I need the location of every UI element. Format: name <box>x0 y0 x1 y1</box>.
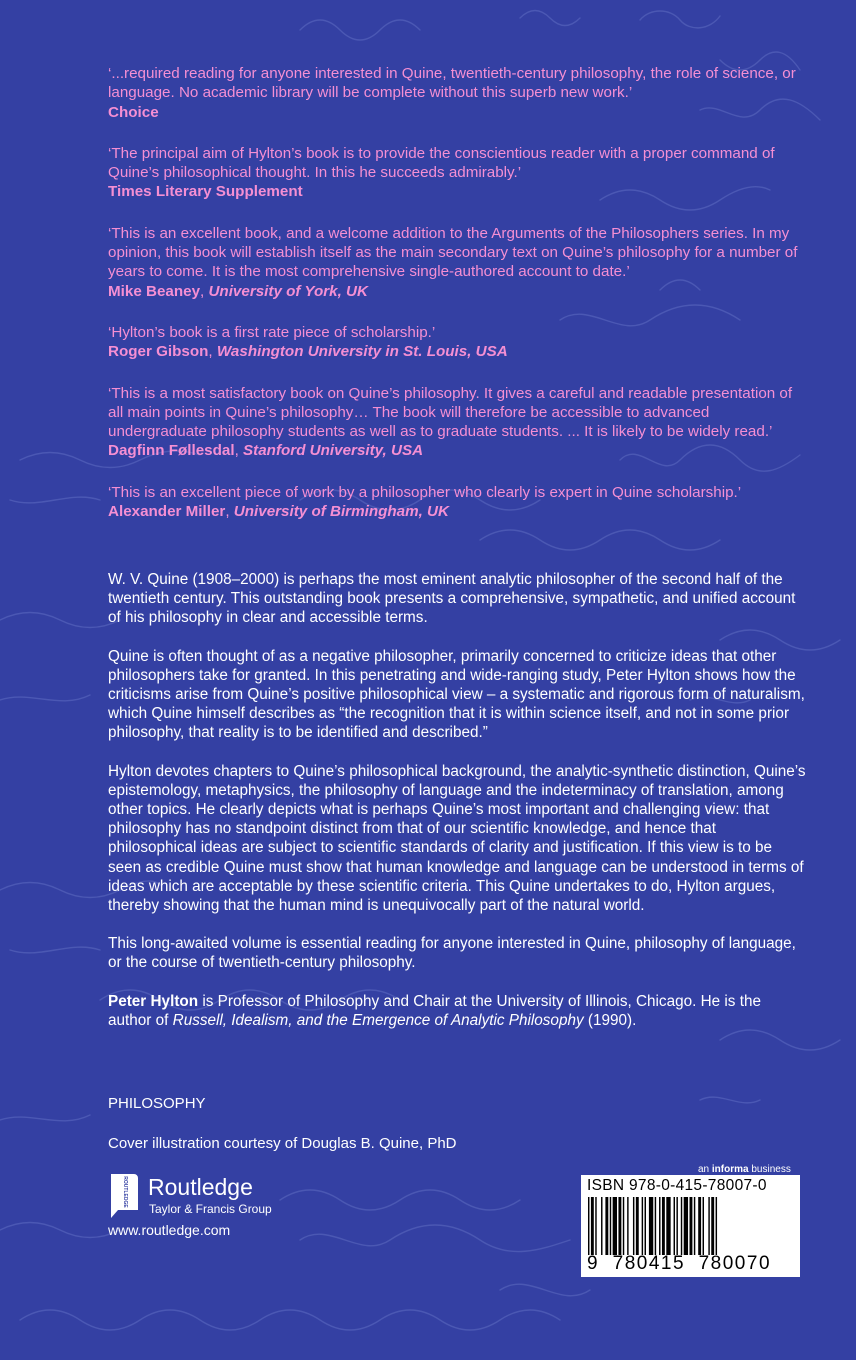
review-source: Mike Beaney <box>108 282 201 300</box>
publisher-name: Routledge <box>148 1174 253 1200</box>
barcode-bar <box>618 1197 621 1255</box>
review-text: ‘The principal aim of Hylton’s book is to provide the conscientious reader with a proper command of Quine’s philosophical thought. In this he succeeds admirably.’ <box>108 144 775 182</box>
review-source: Alexander Miller <box>108 503 226 521</box>
barcode-bar <box>633 1197 634 1255</box>
review-quote <box>108 144 808 202</box>
logo-letters: ROUTLEDGE <box>122 1176 128 1208</box>
review-affiliation: Stanford University, USA <box>243 442 424 460</box>
review-affiliation: University of York, UK <box>208 282 368 300</box>
isbn-label: ISBN 978-0-415-78007-0 <box>587 1177 767 1194</box>
publisher-url: www.routledge.com <box>108 1222 231 1238</box>
author-bio-text: is Professor of Philosophy and Chair at the University of Illinois, Chicago. He is the author of <box>108 992 761 1029</box>
barcode-bar <box>698 1197 701 1255</box>
review-text: ‘Hylton’s book is a first rate piece of scholarship.’ <box>108 323 436 341</box>
review-quote: ‘This is an excellent piece of work by a philosopher who clearly is expert in Quine scholarship.’ Alexander Miller, University of Birmingham, UK <box>108 483 742 521</box>
review-source: Dagfinn Føllesdal <box>108 442 235 460</box>
barcode-bar <box>591 1197 594 1255</box>
reviews-section <box>108 64 808 543</box>
review-quote <box>108 64 808 122</box>
barcode-bar <box>588 1197 589 1255</box>
barcode-bar <box>666 1197 670 1255</box>
barcode-bar <box>690 1197 693 1255</box>
barcode-bar <box>645 1197 646 1255</box>
barcode-bar <box>694 1197 695 1255</box>
author-bio-text: (1990). <box>583 1011 637 1029</box>
barcode-bar <box>601 1197 602 1255</box>
review-source: Choice <box>108 103 159 121</box>
barcode-bar <box>674 1197 675 1255</box>
review-text: ‘This is an excellent piece of work by a philosopher who clearly is expert in Quine scholarship.’ <box>108 483 742 501</box>
barcode-bar <box>613 1197 617 1255</box>
barcode-bar <box>649 1197 653 1255</box>
barcode-bar <box>711 1197 714 1255</box>
barcode-bar <box>684 1197 688 1255</box>
routledge-logo-icon <box>108 1172 140 1220</box>
barcode-number: 9 780415 780070 <box>587 1253 772 1274</box>
book-description <box>108 570 808 1049</box>
review-quote: ‘This is a most satisfactory book on Quine’s philosophy. It gives a careful and readable presentation of all main points in Quine’s philosophy… The book will therefore be accessible to advanced undergraduate philosophy students as well as to graduate students. ... It is likely to be widely read.’ Dagfinn Føllesdal, Stanford University, USA <box>108 384 793 460</box>
review-source: Times Literary Supplement <box>108 183 303 201</box>
barcode-bar <box>595 1197 596 1255</box>
cover-credit: Cover illustration courtesy of Douglas B. Quine, PhD <box>108 1135 457 1152</box>
barcode-icon <box>588 1197 794 1255</box>
description-paragraph: Quine is often thought of as a negative philosopher, primarily concerned to criticize ideas that other philosophers take for granted. In this penetrating and wide-ranging study, Peter Hylton shows how the criticisms arise from Quine’s positive philosophical view – a systematic and rigorous form of naturalism, which Quine himself describes as “the recognition that it is within science itself, and not in some prior philosophy, that reality is to be identified and described.” <box>108 647 805 742</box>
review-quote: ‘This is an excellent book, and a welcome addition to the Arguments of the Philosophers series. In my opinion, this book will establish itself as the main secondary text on Quine’s philosophy for a number of years to come. It is the most comprehensive single-authored account to date.’ Mike Beaney, University of York, UK <box>108 224 798 300</box>
publisher-logo <box>108 1172 308 1242</box>
barcode-bar <box>703 1197 704 1255</box>
barcode-bar <box>716 1197 717 1255</box>
review-text: ‘This is an excellent book, and a welcome addition to the Arguments of the Philosophers series. In my opinion, this book will establish itself as the main secondary text on Quine’s philosophy for a number of years to come. It is the most comprehensive single-authored account to date.’ <box>108 224 798 281</box>
review-affiliation: Washington University in St. Louis, USA <box>216 343 508 361</box>
barcode-bar <box>627 1197 628 1255</box>
barcode-bar <box>676 1197 677 1255</box>
isbn-barcode <box>581 1175 800 1277</box>
author-name: Peter Hylton <box>108 992 199 1010</box>
description-paragraph: Hylton devotes chapters to Quine’s philosophical background, the analytic-synthetic distinction, Quine’s epistemology, metaphysics, the philosophy of language and the indeterminacy of translation, among other topics. He clearly depicts what is perhaps Quine’s most important and challenging view: that philosophy has no standpoint distinct from that of our scientific knowledge, and hence that philosophical ideas are subject to scientific standards of clarity and justification. If this view is to be seen as credible Quine must show that human knowledge and language can be understood in terms of ideas which are acceptable by these scientific criteria. This Quine undertakes to do, Hylton argues, thereby showing that the human mind is unequivocally part of the natural world. <box>108 762 806 915</box>
barcode-bar <box>636 1197 639 1255</box>
review-quote: ‘Hylton’s book is a first rate piece of scholarship.’ Roger Gibson, Washington University in St. Louis, USA <box>108 323 508 361</box>
barcode-bar <box>623 1197 624 1255</box>
review-affiliation: University of Birmingham, UK <box>233 503 449 521</box>
barcode-bar <box>610 1197 611 1255</box>
description-paragraph: This long-awaited volume is essential reading for anyone interested in Quine, philosophy of language, or the course of twentieth-century philosophy. <box>108 935 796 972</box>
author-previous-book: Russell, Idealism, and the Emergence of Analytic Philosophy <box>172 1011 584 1029</box>
barcode-bar <box>708 1197 709 1255</box>
subject-category: PHILOSOPHY <box>108 1095 206 1112</box>
review-source: Roger Gibson <box>108 343 209 361</box>
review-text: ‘This is a most satisfactory book on Quine’s philosophy. It gives a careful and readable presentation of all main points in Quine’s philosophy… The book will therefore be accessible to advanced undergraduate philosophy students as well as to graduate students. ... It is likely to be widely read.’ <box>108 384 793 441</box>
publisher-group: Taylor & Francis Group <box>149 1202 272 1216</box>
barcode-bar <box>659 1197 660 1255</box>
review-text: ‘...required reading for anyone interested in Quine, twentieth-century philosophy, the role of science, or language. No academic library will be complete without this superb new work.’ <box>108 65 796 102</box>
barcode-bar <box>662 1197 665 1255</box>
barcode-bar <box>605 1197 608 1255</box>
barcode-bar <box>655 1197 656 1255</box>
author-bio <box>108 992 808 1030</box>
barcode-bar <box>681 1197 682 1255</box>
informa-tagline: an informa business <box>698 1164 791 1175</box>
description-paragraph: W. V. Quine (1908–2000) is perhaps the most eminent analytic philosopher of the second half of the twentieth century. This outstanding book presents a comprehensive, sympathetic, and unified account of his philosophy in clear and accessible terms. <box>108 571 796 627</box>
barcode-bar <box>642 1197 643 1255</box>
